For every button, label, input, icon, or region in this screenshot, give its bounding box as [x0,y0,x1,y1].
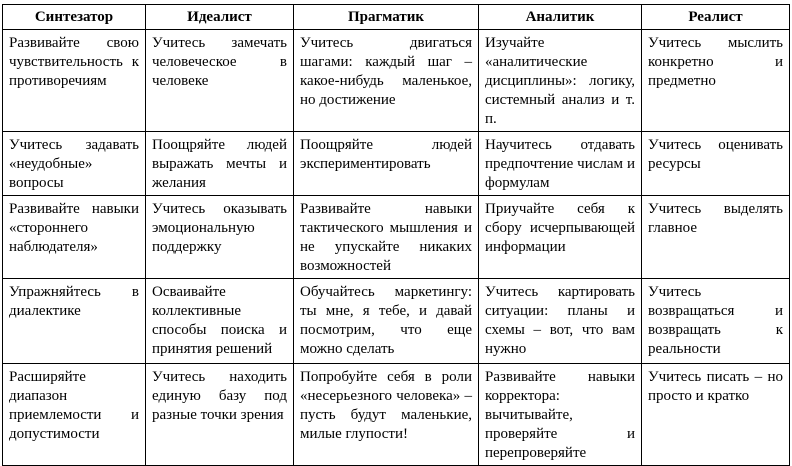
table-cell: Учитесь картировать ситуации: планы и схемы – вот, что вам нужно [479,279,642,364]
table-cell: Расширяйте диапазон приемлемости и допустимости [3,364,146,466]
table-cell: Развивайте навыки тактического мышления и не упускайте никаких возможностей [294,196,479,279]
table-cell: Учитесь возвращаться и возвращать к реальности [642,279,790,364]
table-cell: Учитесь оказывать эмоциональную поддержку [146,196,294,279]
table-cell: Учитесь оценивать ресурсы [642,132,790,196]
table-cell: Развивайте навыки корректора: вычитывайте, проверяйте и перепроверяйте [479,364,642,466]
table-cell: Развивайте свою чувствительность к противоречиям [3,30,146,132]
table-cell: Учитесь мыслить конкретно и предметно [642,30,790,132]
table-cell: Обучайтесь маркетингу: ты мне, я тебе, и давай посмотрим, что еще можно сделать [294,279,479,364]
table-cell: Упражняйтесь в диалектике [3,279,146,364]
table-cell: Развивайте навыки «стороннего наблюдателя» [3,196,146,279]
header-realist: Реалист [642,5,790,30]
table-cell: Учитесь двигаться шагами: каждый шаг – какое-нибудь маленькое, но достижение [294,30,479,132]
table-cell: Приучайте себя к сбору исчерпывающей информации [479,196,642,279]
table-cell: Учитесь находить единую базу под разные точки зрения [146,364,294,466]
table-cell: Учитесь выделять главное [642,196,790,279]
table-cell: Учитесь писать – но просто и кратко [642,364,790,466]
table-header-row [3,5,790,30]
header-analyst: Аналитик [479,5,642,30]
table-cell: Поощряйте людей экспериментировать [294,132,479,196]
thinking-styles-table [2,4,790,466]
table-cell: Научитесь отдавать предпочтение числам и формулам [479,132,642,196]
table-cell: Попробуйте себя в роли «несерьезного человека» – пусть будут маленькие, милые глупости! [294,364,479,466]
table-row [3,132,790,196]
table-cell: Осваивайте коллективные способы поиска и принятия решений [146,279,294,364]
table-cell: Поощряйте людей выражать мечты и желания [146,132,294,196]
header-idealist: Идеалист [146,5,294,30]
table-row [3,196,790,279]
table-cell: Изучайте «аналитические дисциплины»: логику, системный анализ и т. п. [479,30,642,132]
header-synthesizer: Синтезатор [3,5,146,30]
table-row [3,279,790,364]
table-cell: Учитесь замечать человеческое в человеке [146,30,294,132]
table-row [3,30,790,132]
table-cell: Учитесь задавать «неудобные» вопросы [3,132,146,196]
header-pragmatist: Прагматик [294,5,479,30]
table-row [3,364,790,466]
